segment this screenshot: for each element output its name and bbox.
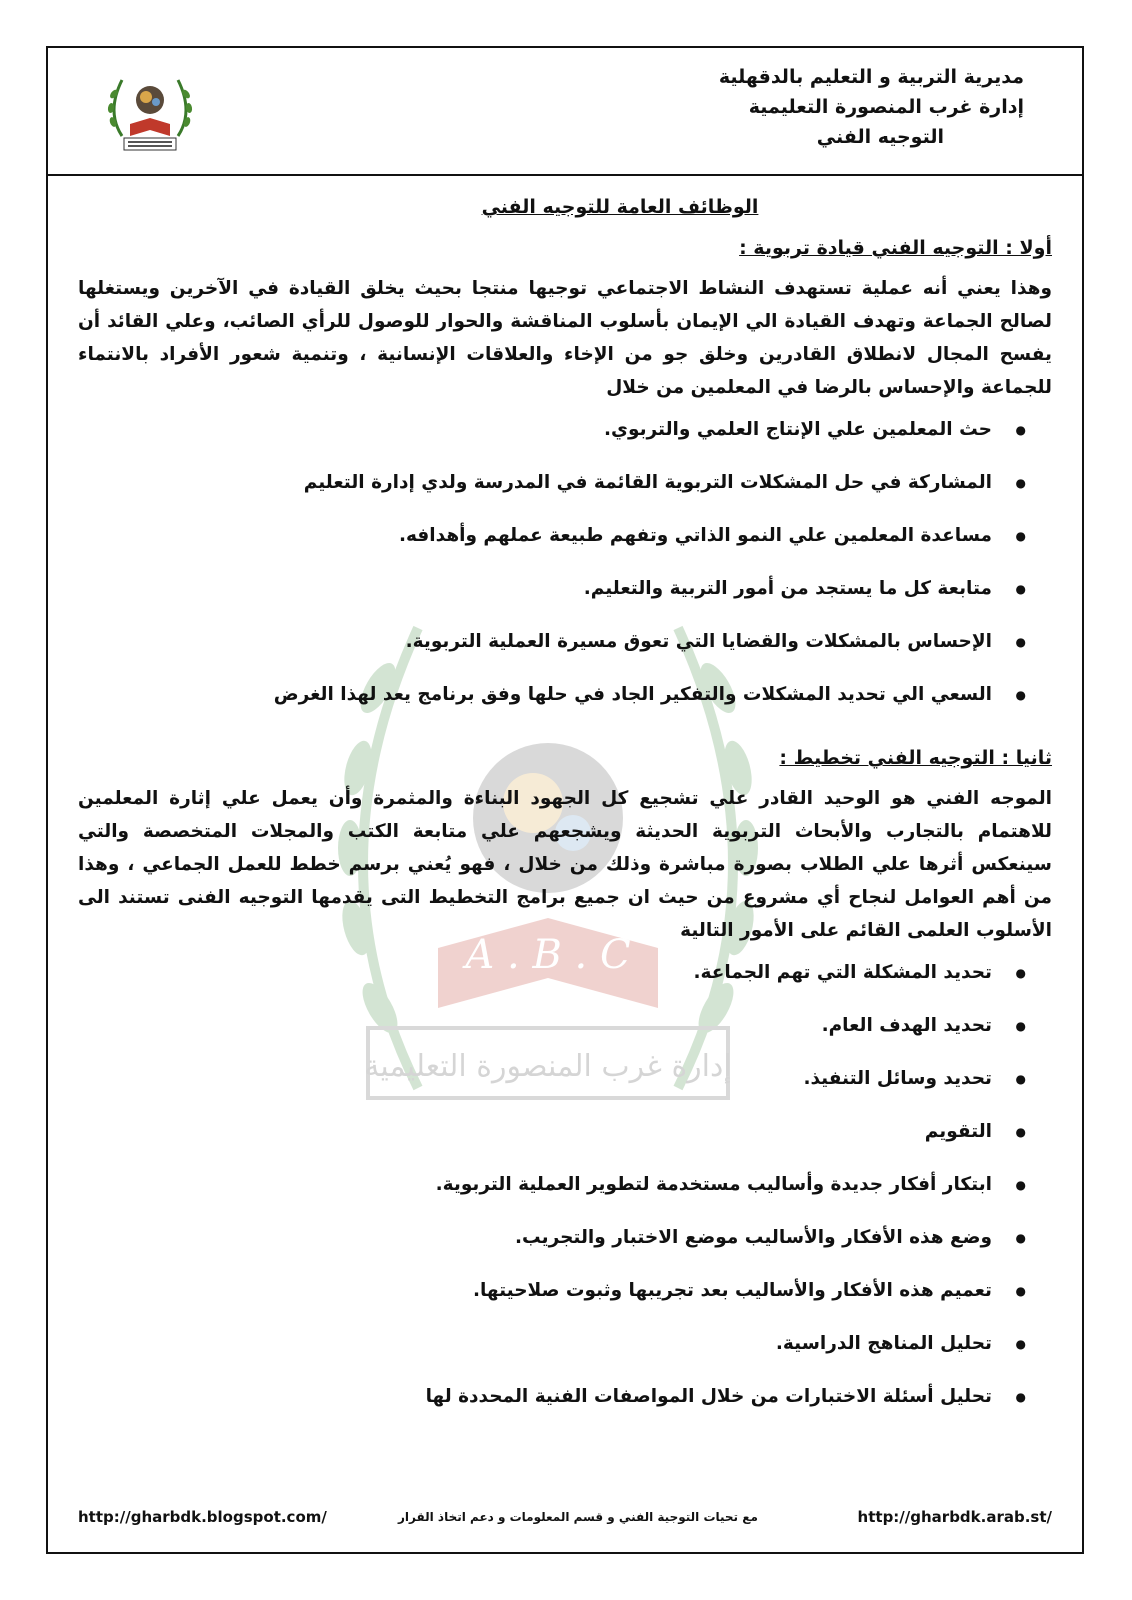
page-footer: [78, 1508, 1052, 1534]
watermark-letters: A . B . C: [465, 932, 631, 978]
footer-site-link[interactable]: http://gharbdk.arab.st/: [857, 1508, 1052, 1526]
list-item: ● السعي الي تحديد المشكلات والتفكير الجاد في حلها وفق برنامج يعد لهذا الغرض: [78, 681, 992, 734]
section2-heading: ثانيا : التوجيه الفني تخطيط :: [779, 747, 1052, 769]
list-item: ● تحليل أسئلة الاختبارات من خلال المواصفات الفنية المحددة لها: [78, 1383, 992, 1436]
list-item: ● تحديد الهدف العام.: [78, 1012, 992, 1065]
section2-paragraph: الموجه الفني هو الوحيد القادر علي تشجيع كل الجهود البناءة والمثمرة وأن يعمل علي إثارة المعلمين للاهتمام بالتجارب والأبحاث التربوية الحديثة ويشجعهم علي متابعة الكتب والمجلات المتخصصة والتي سينعكس أثرها علي الطلاب بصورة مباشرة وذلك من خلال ، فهو يُعني برسم خطط للعمل الجماعي ، وهذا من أهم العوامل لنجاح أي مشروع من حيث ان جميع برامج التخطيط التى يقدمها التوجيه الفنى تستند الى الأسلوب العلمى القائم على الأمور التالية: [78, 788, 1052, 941]
section1-paragraph: وهذا يعني أنه عملية تستهدف النشاط الاجتماعي توجيها منتجا بحيث يخلق القيادة في الآخرين ويستغلها لصالح الجماعة وتهدف القيادة الي الإيمان بأسلوب المناقشة والحوار للوصول للرأي الصائب، وعلي القائد أن يفسح المجال لانطلاق القادرين وخلق جو من الإخاء والعلاقات الإنسانية ، وتنمية شعور الأفراد بالانتماء للجماعة والإحساس بالرضا في المعلمين من خلال: [78, 278, 1052, 398]
list-item: ● المشاركة في حل المشكلات التربوية القائمة في المدرسة ولدي إدارة التعليم: [78, 469, 992, 522]
page-frame: [46, 46, 1084, 1554]
section2-list: [78, 959, 1052, 1436]
list-item: ● ابتكار أفكار جديدة وأساليب مستخدمة لتطوير العملية التربوية.: [78, 1171, 992, 1224]
page-header: [48, 48, 1082, 176]
list-item: ● متابعة كل ما يستجد من أمور التربية والتعليم.: [78, 575, 992, 628]
page-title: الوظائف العامة للتوجيه الفني: [481, 196, 759, 218]
footer-credit: مع تحيات التوجية الفني و قسم المعلومات و دعم اتخاذ القرار: [398, 1510, 758, 1524]
list-item: ● تحديد وسائل التنفيذ.: [78, 1065, 992, 1118]
list-item: ● الإحساس بالمشكلات والقضايا التي تعوق مسيرة العملية التربوية.: [78, 628, 992, 681]
list-item: ● التقويم: [78, 1118, 992, 1171]
list-item: ● تحديد المشكلة التي تهم الجماعة.: [78, 959, 992, 1012]
footer-blog-link[interactable]: http://gharbdk.blogspot.com/: [78, 1508, 327, 1526]
header-administration: إدارة غرب المنصورة التعليمية: [748, 96, 1024, 118]
watermark-text: إدارة غرب المنصورة التعليمية: [364, 1049, 732, 1084]
directorate-logo: [100, 64, 200, 164]
header-department: التوجيه الفني: [816, 126, 944, 148]
section1-list: [78, 416, 1052, 734]
list-item: ● تعميم هذه الأفكار والأساليب بعد تجريبها وثبوت صلاحيتها.: [78, 1277, 992, 1330]
list-item: ● مساعدة المعلمين علي النمو الذاتي وتفهم طبيعة عملهم وأهدافه.: [78, 522, 992, 575]
list-item: ● تحليل المناهج الدراسية.: [78, 1330, 992, 1383]
list-item: ● حث المعلمين علي الإنتاج العلمي والتربوي.: [78, 416, 992, 469]
document-body: [78, 176, 1052, 1436]
list-item: ● وضع هذه الأفكار والأساليب موضع الاختبار والتجريب.: [78, 1224, 992, 1277]
section1-heading: أولا : التوجيه الفني قيادة تربوية :: [739, 237, 1052, 259]
header-directorate: مديرية التربية و التعليم بالدقهلية: [718, 66, 1024, 88]
